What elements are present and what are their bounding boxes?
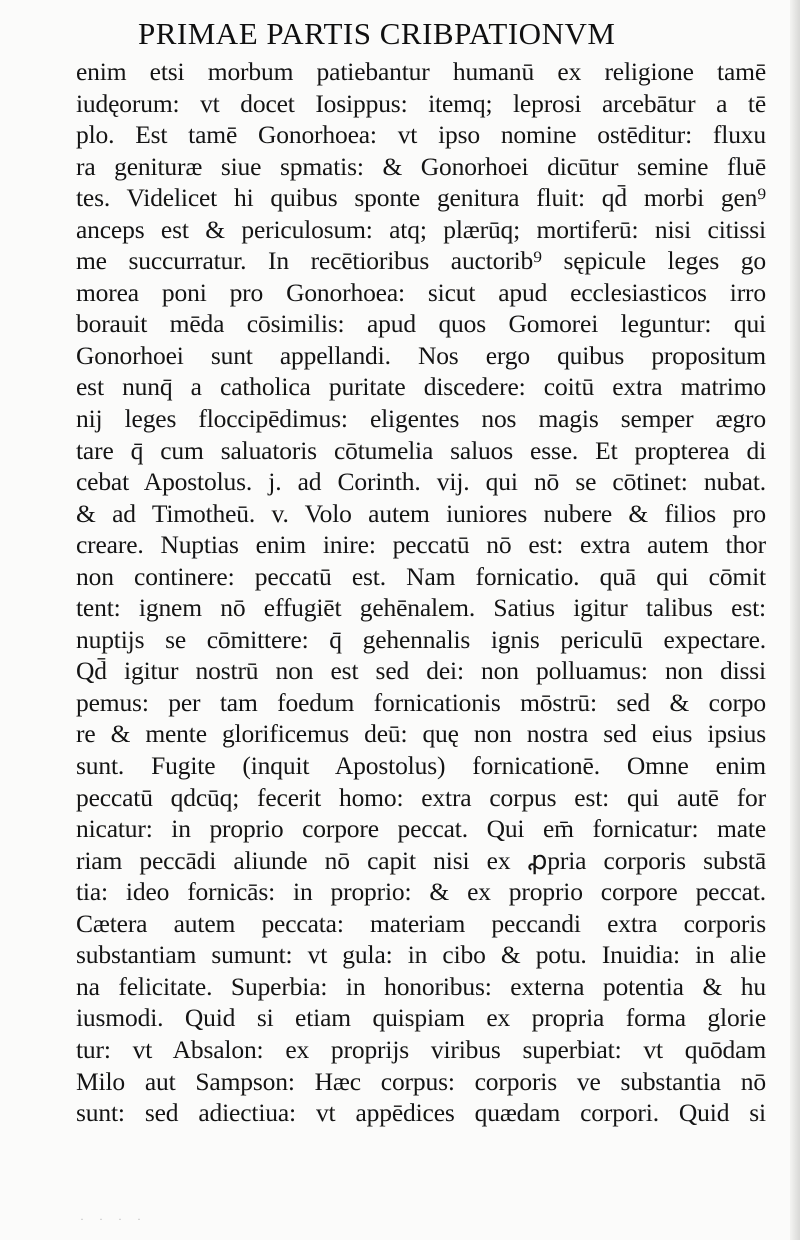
text-line: cebat Apostolus. j. ad Corinth. vij. qui nō se cōtinet: nubat. [76, 467, 766, 497]
text-line: borauit mēda cōsimilis: apud quos Gomorei leguntur: qui [76, 309, 766, 339]
bleed-through-specks: · · · · [80, 1212, 147, 1226]
text-line: anceps est & periculosum: atq; plærūq; mortiferū: nisi citissi [76, 214, 766, 244]
text-line: morea poni pro Gonorhoea: sicut apud ecclesiasticos irro [76, 277, 766, 307]
text-line: creare. Nuptias enim inire: peccatū nō est: extra autem thor [76, 530, 766, 560]
page-edge-shadow [790, 0, 800, 1240]
text-line: non continere: peccatū est. Nam fornicatio. quā qui cōmit [76, 561, 766, 591]
text-line: Cætera autem peccata: materiam peccandi extra corporis [76, 908, 766, 938]
text-line: tur: vt Absalon: ex proprijs viribus superbiat: vt quōdam [76, 1034, 766, 1064]
text-line: pemus: per tam foedum fornicationis mōstrū: sed & corpo [76, 687, 766, 717]
running-head: PRIMAE PARTIS CRIBPATIONVM [138, 16, 616, 51]
text-line: tes. Videlicet hi quibus sponte genitura fluit: qd̄ morbi gen⁹ [76, 183, 766, 213]
text-line: tare q̄ cum saluatoris cōtumelia saluos esse. Et propterea di [76, 435, 766, 465]
text-line: nuptijs se cōmittere: q̄ gehennalis ignis periculū expectare. [76, 624, 766, 654]
text-line: me succurratur. In recētioribus auctorib⁹ sępicule leges go [76, 246, 766, 276]
text-line: nij leges floccipēdimus: eligentes nos magis semper ægro [76, 404, 766, 434]
text-line: peccatū qdcūq; fecerit homo: extra corpus est: qui autē for [76, 782, 766, 812]
text-line: plo. Est tamē Gonorhoea: vt ipso nomine ostēditur: fluxu [76, 120, 766, 150]
text-line: enim etsi morbum patiebantur humanū ex religione tamē [76, 57, 766, 86]
text-line: Qd̄ igitur nostrū non est sed dei: non polluamus: non dissi [76, 656, 766, 686]
text-line: sunt: sed adiectiua: vt appēdices quædam corpori. Quid si [76, 1098, 766, 1128]
text-line: iudęorum: vt docet Iosippus: itemq; leprosi arcebātur a tē [76, 88, 766, 118]
text-line: na felicitate. Superbia: in honoribus: externa potentia & hu [76, 971, 766, 1001]
text-line: re & mente glorificemus deū: quę non nostra sed eius ipsius [76, 719, 766, 749]
body-text [76, 56, 766, 1129]
text-line: nicatur: in proprio corpore peccat. Qui em̄ fornicatur: mate [76, 814, 766, 844]
text-line: & ad Timotheū. v. Volo autem iuniores nubere & filios pro [76, 498, 766, 528]
text-line: substantiam sumunt: vt gula: in cibo & potu. Inuidia: in alie [76, 940, 766, 970]
text-line: Gonorhoei sunt appellandi. Nos ergo quibus propositum [76, 340, 766, 370]
text-line: sunt. Fugite (inquit Apostolus) fornicationē. Omne enim [76, 751, 766, 781]
text-line: tent: ignem nō effugiēt gehēnalem. Satius igitur talibus est: [76, 593, 766, 623]
text-line: riam peccādi aliunde nō capit nisi ex ꝓpria corporis substā [76, 845, 766, 875]
text-line: tia: ideo fornicās: in proprio: & ex proprio corpore peccat. [76, 877, 766, 907]
text-line: iusmodi. Quid si etiam quispiam ex propria forma glorie [76, 1003, 766, 1033]
text-line: est nunq̄ a catholica puritate discedere: coitū extra matrimo [76, 372, 766, 402]
text-line: ra genituræ siue spmatis: & Gonorhoei dicūtur semine fluē [76, 151, 766, 181]
text-line: Milo aut Sampson: Hæc corpus: corporis ve substantia nō [76, 1066, 766, 1096]
